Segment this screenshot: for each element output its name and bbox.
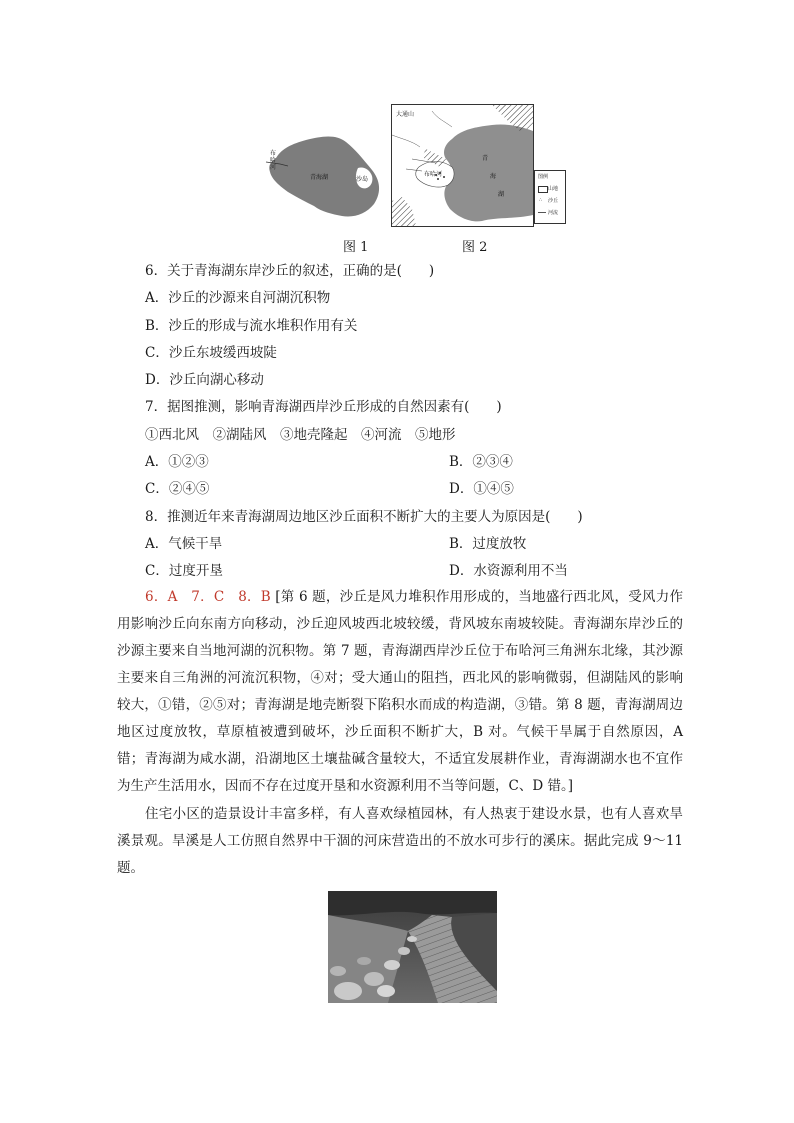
q7-option-d: D．①④⑤ <box>449 481 514 497</box>
figure-2 <box>391 104 534 227</box>
intro-paragraph: 住宅小区的造景设计丰富多样，有人喜欢绿植园林，有人热衷于建设水景，也有人喜欢旱溪景观。旱溪是人工仿照自然界中干涸的河床营造出的不放水可步行的溪床。据此完成 9～11 题。 <box>117 806 683 876</box>
dry-creek-photo-image <box>328 891 497 1003</box>
lake-label-3: 湖 <box>498 191 505 198</box>
q6-option-a: A．沙丘的沙源来自河湖沉积物 <box>145 290 331 306</box>
lake-label-1: 青 <box>482 155 489 162</box>
map-legend <box>534 170 566 224</box>
q7-stem: 7．据图推测，影响青海湖西岸沙丘形成的自然因素有( ) <box>145 399 502 415</box>
legend-title: 图例 <box>538 174 549 180</box>
q8-option-a: A．气候干旱 <box>145 536 223 552</box>
q8-option-d: D．水资源利用不当 <box>449 563 568 579</box>
q8-option-c: C．过度开垦 <box>145 563 223 579</box>
island-label: 沙岛 <box>356 176 369 183</box>
legend-river: 河流 <box>548 210 559 216</box>
river-label: 布哈河 <box>270 150 277 171</box>
q6-option-b: B．沙丘的形成与流水堆积作用有关 <box>145 318 358 334</box>
q7-option-c: C．②④⑤ <box>145 481 210 497</box>
delta-map <box>392 105 533 226</box>
q6-option-d: D．沙丘向湖心移动 <box>145 372 264 388</box>
figure-1-caption: 图 1 <box>343 240 369 255</box>
q7-factors: ①西北风 ②湖陆风 ③地壳隆起 ④河流 ⑤地形 <box>145 427 456 443</box>
mountain-swatch-icon <box>538 186 548 193</box>
river-swatch-icon <box>538 212 546 213</box>
legend-dune: 沙丘 <box>548 198 559 204</box>
answer-block <box>117 584 683 800</box>
figure-2-caption: 图 2 <box>462 240 488 255</box>
lake-label-2: 海 <box>490 173 497 180</box>
q6-option-c: C．沙丘东坡缓西坡陡 <box>145 345 277 361</box>
answer-key: 6．A 7．C 8．B <box>145 589 271 605</box>
q6-stem: 6．关于青海湖东岸沙丘的叙述，正确的是( ) <box>145 263 435 279</box>
q8-stem: 8．推测近年来青海湖周边地区沙丘面积不断扩大的主要人为原因是( ) <box>145 509 583 525</box>
answer-explanation: [第 6 题，沙丘是风力堆积作用形成的，当地盛行西北风，受风力作用影响沙丘向东南方向移动，沙丘迎风坡西北坡较缓，背风坡东南坡较陡。青海湖东岸沙丘的沙源主要来自当地河湖的沉积物。第 7 题，青海湖西岸沙丘位于布哈河三角洲东北缘，其沙源主要来自三角洲的河流沉积物，④对；受大通山的阻挡，西北风的影响微弱，但湖陆风的影响较大，①错，②⑤对；青海湖是地壳断裂下陷积水而成的构造湖，③错。第 8 题，青海湖周边地区过度放牧，草原植被遭到破坏，沙丘面积不断扩大，B 对。气候干旱属于自然原因，A 错；青海湖为咸水湖，沿湖地区土壤盐碱含量较大，不适宜发展耕作业，青海湖湖水也不宜作为生产生活用水，因而不存在过度开垦和水资源利用不当等问题，C、D 错。] <box>117 589 683 794</box>
q7-option-b: B．②③④ <box>449 454 513 470</box>
delta-label: 布哈河 <box>424 171 443 178</box>
figure-1 <box>262 128 384 224</box>
legend-mountain: 山地 <box>548 186 559 192</box>
lake-label: 青海湖 <box>310 174 329 181</box>
q7-option-a: A．①②③ <box>145 454 209 470</box>
mountain-label: 大通山 <box>396 111 415 118</box>
dry-creek-photo <box>328 891 497 1003</box>
dune-swatch-icon: ∴ <box>539 197 543 203</box>
q8-option-b: B．过度放牧 <box>449 536 527 552</box>
